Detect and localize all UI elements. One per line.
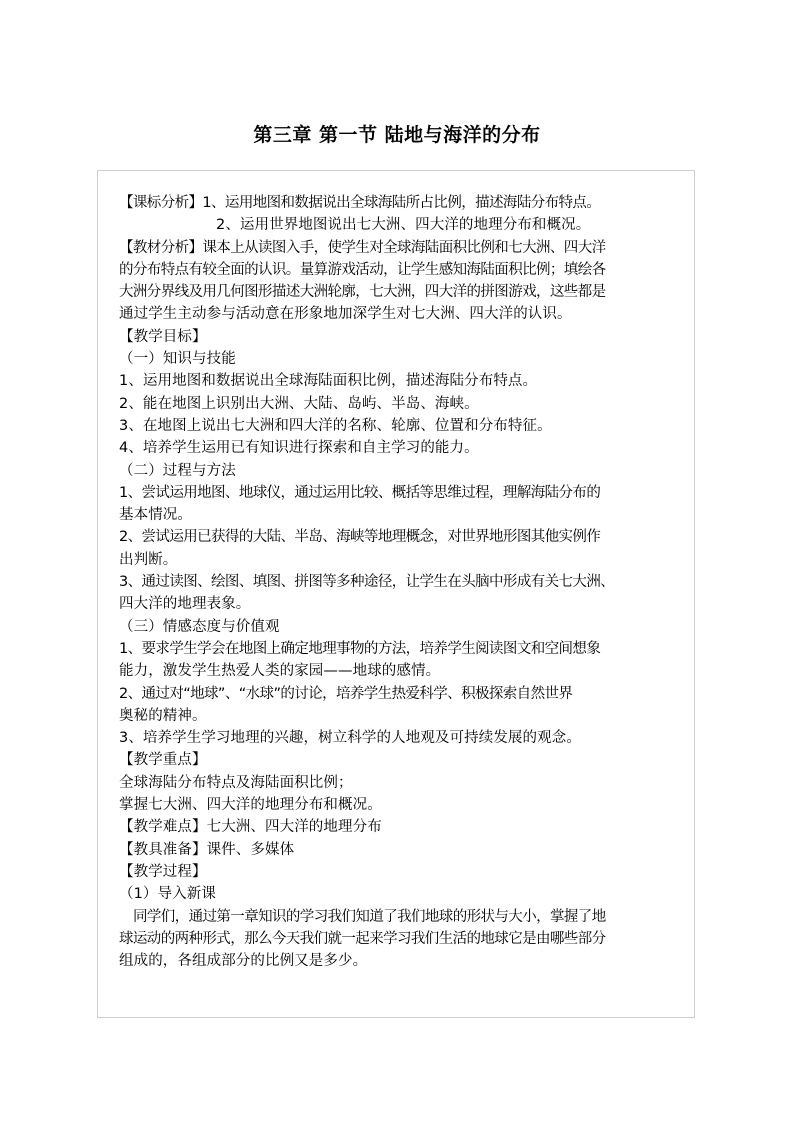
lesson-plan-body (119, 192, 679, 972)
text-line: 3、培养学生学习地理的兴趣，树立科学的人地观及可持续发展的观念。 (119, 730, 581, 747)
text-line: （一）知识与技能 (119, 351, 236, 368)
text-line: 基本情况。 (119, 507, 192, 524)
text-line: 【教学目标】 (119, 328, 207, 345)
text-line: 4、培养学生运用已有知识进行探索和自主学习的能力。 (119, 440, 479, 457)
text-line: 【课标分析】1、运用地图和数据说出全球海陆所占比例，描述海陆分布特点。 (119, 195, 601, 211)
text-line: 3、在地图上说出七大洲和四大洋的名称、轮廓、位置和分布特征。 (119, 417, 552, 434)
text-line: 球运动的两种形式，那么今天我们就一起来学习我们生活的地球它是由哪些部分 (119, 930, 606, 947)
text-line: 1、要求学生学会在地图上确定地理事物的方法，培养学生阅读图文和空间想象 (119, 640, 601, 657)
text-line: 【教学重点】 (119, 752, 207, 769)
text-line: 四大洋的地理表象。 (119, 596, 251, 613)
text-line: 同学们，通过第一章知识的学习我们知道了我们地球的形状与大小，掌握了地 (133, 908, 606, 925)
text-line: 2、通过对“地球”、“水球”的讨论，培养学生热爱科学、积极探索自然世界 (119, 685, 573, 702)
text-line: 1、运用地图和数据说出全球海陆面积比例，描述海陆分布特点。 (119, 373, 538, 390)
text-line: 2、尝试运用已获得的大陆、半岛、海峡等地理概念，对世界地形图其他实例作 (119, 529, 601, 546)
page-title: 第三章 第一节 陆地与海洋的分布 (253, 124, 541, 146)
text-line: 1、尝试运用地图、地球仪，通过运用比较、概括等思维过程，理解海陆分布的 (119, 484, 601, 501)
text-line: （1）导入新课 (119, 886, 216, 903)
text-line: 2、运用世界地图说出七大洲、四大洋的地理分布和概况。 (216, 217, 591, 234)
text-line: 掌握七大洲、四大洋的地理分布和概况。 (119, 797, 382, 814)
text-line: 【教材分析】课本上从读图入手，使学生对全球海陆面积比例和七大洲、四大洋 (119, 239, 606, 256)
text-line: 的分布特点有较全面的认识。量算游戏活动，让学生感知海陆面积比例；填绘各 (119, 261, 606, 278)
text-line: 2、能在地图上识别出大洲、大陆、岛屿、半岛、海峡。 (119, 395, 479, 412)
text-line: （二）过程与方法 (119, 462, 236, 479)
text-line: 【教学难点】七大洲、四大洋的地理分布 (119, 819, 382, 836)
text-line: 【教具准备】课件、多媒体 (119, 841, 295, 858)
text-line: （三）情感态度与价值观 (119, 618, 280, 635)
text-line: 奥秘的精神。 (119, 707, 207, 724)
text-line: 组成的，各组成部分的比例又是多少。 (119, 953, 368, 970)
text-line: 大洲分界线及用几何图形描述大洲轮廓，七大洲，四大洋的拼图游戏，这些都是 (119, 284, 606, 301)
text-line: 出判断。 (119, 551, 178, 568)
text-line: 3、通过读图、绘图、填图、拼图等多种途径，让学生在头脑中形成有关七大洲、 (119, 574, 615, 591)
text-line: 【教学过程】 (119, 863, 207, 880)
text-line: 能力，激发学生热爱人类的家园——地球的感情。 (119, 663, 441, 680)
text-line: 通过学生主动参与活动意在形象地加深学生对七大洲、四大洋的认识。 (119, 306, 572, 323)
text-line: 全球海陆分布特点及海陆面积比例； (119, 774, 353, 791)
